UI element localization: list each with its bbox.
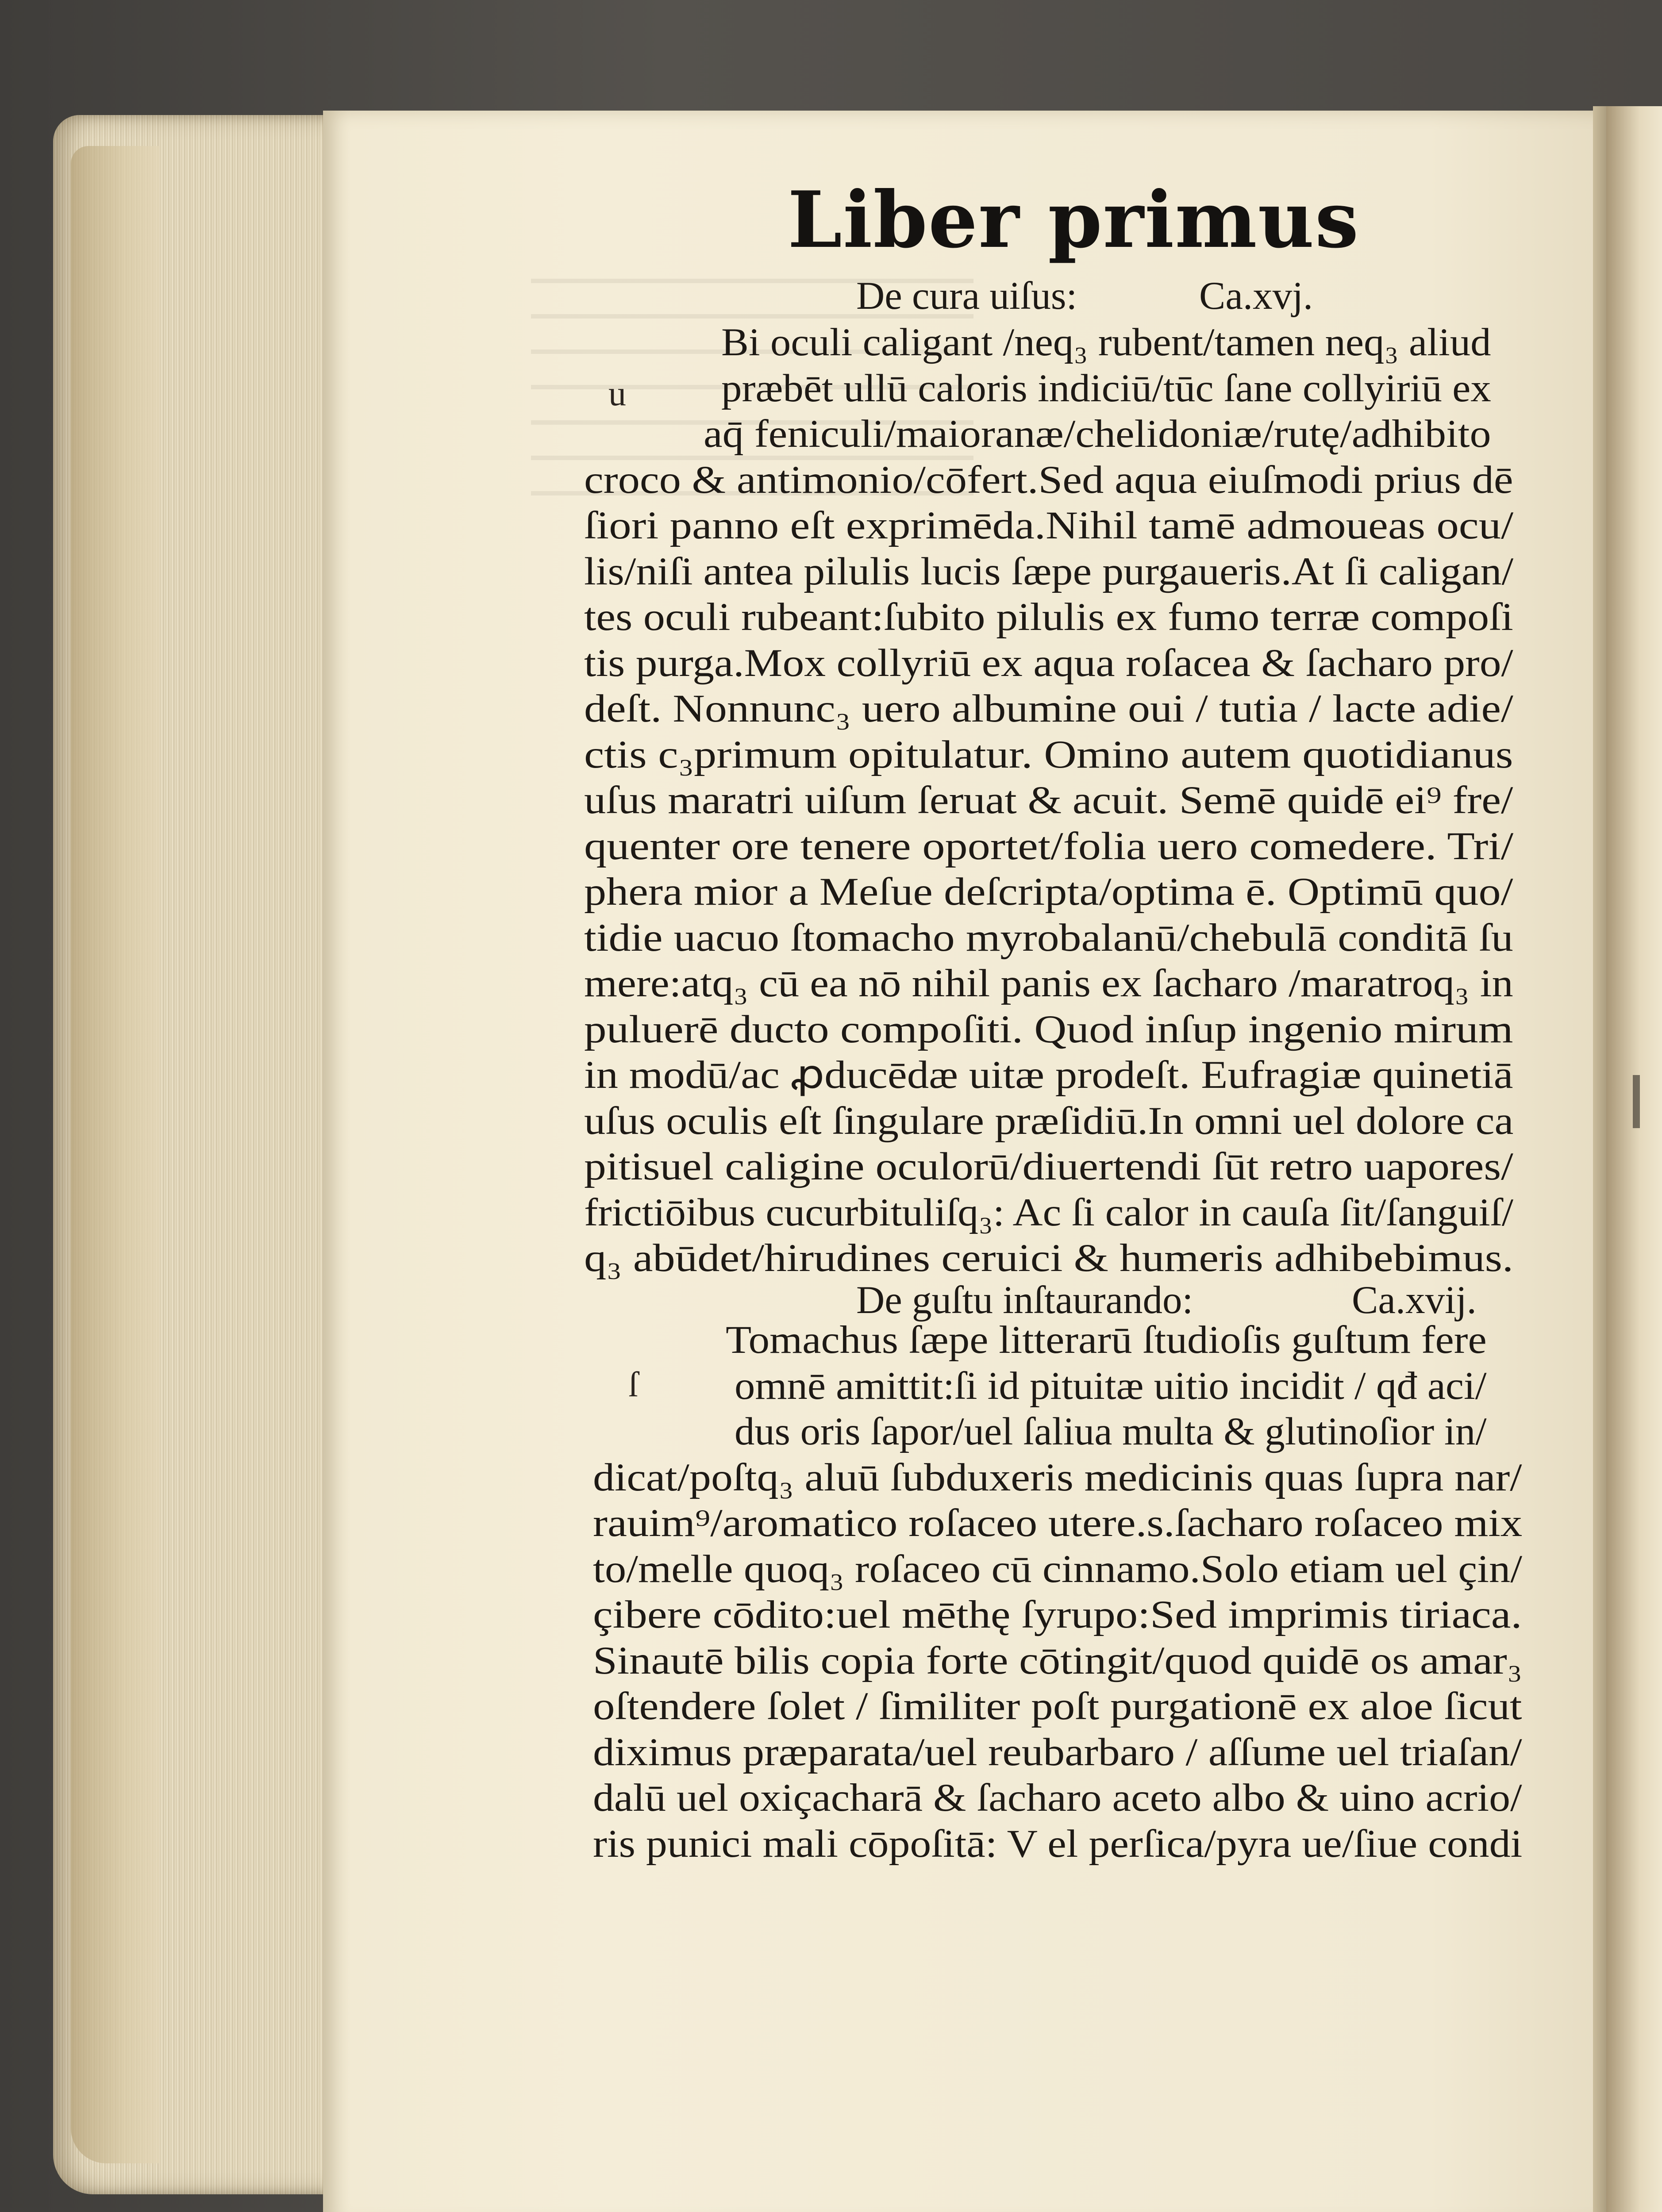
text-line: uſus maratri uiſum ſeruat & acuit. Semē quidē ei⁹ fre/: [584, 779, 1513, 822]
text-line: rauim⁹/aromatico roſaceo utere.s.ſacharo roſaceo mix: [593, 1502, 1523, 1545]
guide-letter: ſ: [628, 1365, 639, 1404]
chapter-number: Ca.xvij.: [1352, 1279, 1477, 1322]
text-line: Sinautē bilis copia forte cōtingit/quod quidē os amar₃: [593, 1639, 1523, 1682]
facing-page-ink-mark: [1633, 1075, 1640, 1128]
text-line: præbēt ullū caloris indiciū/tūc ſane collyiriū ex: [721, 366, 1491, 410]
text-line: tes oculi rubeant:ſubito pilulis ex fumo terræ compoſi: [584, 595, 1513, 639]
section-heading: De guſtu inſtaurando:: [856, 1279, 1193, 1322]
section-heading: De cura uiſus:: [856, 274, 1077, 318]
text-line: ris punici mali cōpoſitā: V el perſica/pyra ue/ſiue condi: [593, 1822, 1523, 1866]
text-line: q₃ abūdet/hirudines ceruici & humeris adhibebimus.: [584, 1237, 1514, 1280]
text-line: Bi oculi caligant /neq₃ rubent/tamen neq₃ aliud: [721, 321, 1491, 364]
text-line: Tomachus ſæpe litterarū ſtudioſis guſtum fere: [726, 1318, 1487, 1362]
guide-letter: u: [608, 374, 626, 413]
facing-page-edge: [1606, 106, 1662, 2212]
text-line: puluerē ducto compoſiti. Quod inſup ingenio mirum: [584, 1007, 1513, 1051]
text-line: ſiori panno eſt exprimēda.Nihil tamē admoueas ocu/: [584, 504, 1514, 547]
text-line: dus oris ſapor/uel ſaliua multa & glutinoſior in/: [735, 1410, 1487, 1453]
text-line: quenter ore tenere oportet/folia uero comedere. Tri/: [584, 824, 1514, 868]
page-stack-shadow: [71, 146, 159, 2163]
text-line: frictiōibus cucurbituliſq₃: Ac ſi calor in cauſa ſit/ſanguiſ/: [584, 1190, 1514, 1234]
text-line: pitisuel caligine oculorū/diuertendi ſūt retro uapores/: [584, 1145, 1513, 1188]
running-head: Liber primus: [788, 175, 1360, 265]
chapter-number: Ca.xvj.: [1199, 274, 1313, 318]
text-line: tis purga.Mox collyriū ex aqua roſacea & ſacharo pro/: [584, 641, 1513, 685]
text-line: oſtendere ſolet / ſimiliter poſt purgationē ex aloe ſicut: [593, 1685, 1522, 1728]
text-line: ctis c₃primum opitulatur. Omino autem quotidianus: [584, 733, 1513, 776]
text-line: diximus præparata/uel reubarbaro / aſſume uel triaſan/: [593, 1730, 1522, 1774]
text-line: uſus oculis eſt ſingulare præſidiū.In omni uel dolore ca: [584, 1099, 1514, 1143]
text-line: to/melle quoq₃ roſaceo cū cinnamo.Solo etiam uel çin/: [593, 1547, 1523, 1591]
text-line: deſt. Nonnunc₃ uero albumine oui / tutia / lacte adie/: [584, 687, 1513, 730]
text-line: omnē amittit:ſi id pituitæ uitio incidit / qđ aci/: [735, 1364, 1487, 1408]
text-line: tidie uacuo ſtomacho myrobalanū/chebulā conditā ſu: [584, 916, 1513, 960]
text-line: croco & antimonio/cōfert.Sed aqua eiuſmodi prius dē: [584, 458, 1513, 502]
text-line: çibere cōdito:uel mēthę ſyrupo:Sed imprimis tiriaca.: [593, 1593, 1522, 1636]
text-line: phera mior a Meſue deſcripta/optima ē. Optimū quo/: [584, 870, 1513, 914]
text-line: lis/niſi antea pilulis lucis ſæpe purgaueris.At ſi caligan/: [584, 549, 1514, 593]
text-line: aq̄ feniculi/maioranæ/chelidoniæ/rutę/adhibito: [704, 412, 1491, 456]
text-line: dalū uel oxiçacharā & ſacharo aceto albo & uino acrio/: [593, 1776, 1522, 1820]
text-line: mere:atq₃ cū ea nō nihil panis ex ſacharo /maratroq₃ in: [584, 962, 1513, 1005]
text-line: in modū/ac ꝓducēdæ uitæ prodeſt. Eufragiæ quinetiā: [584, 1053, 1513, 1097]
text-line: dicat/poſtq₃ aluū ſubduxeris medicinis quas ſupra nar/: [593, 1455, 1522, 1499]
